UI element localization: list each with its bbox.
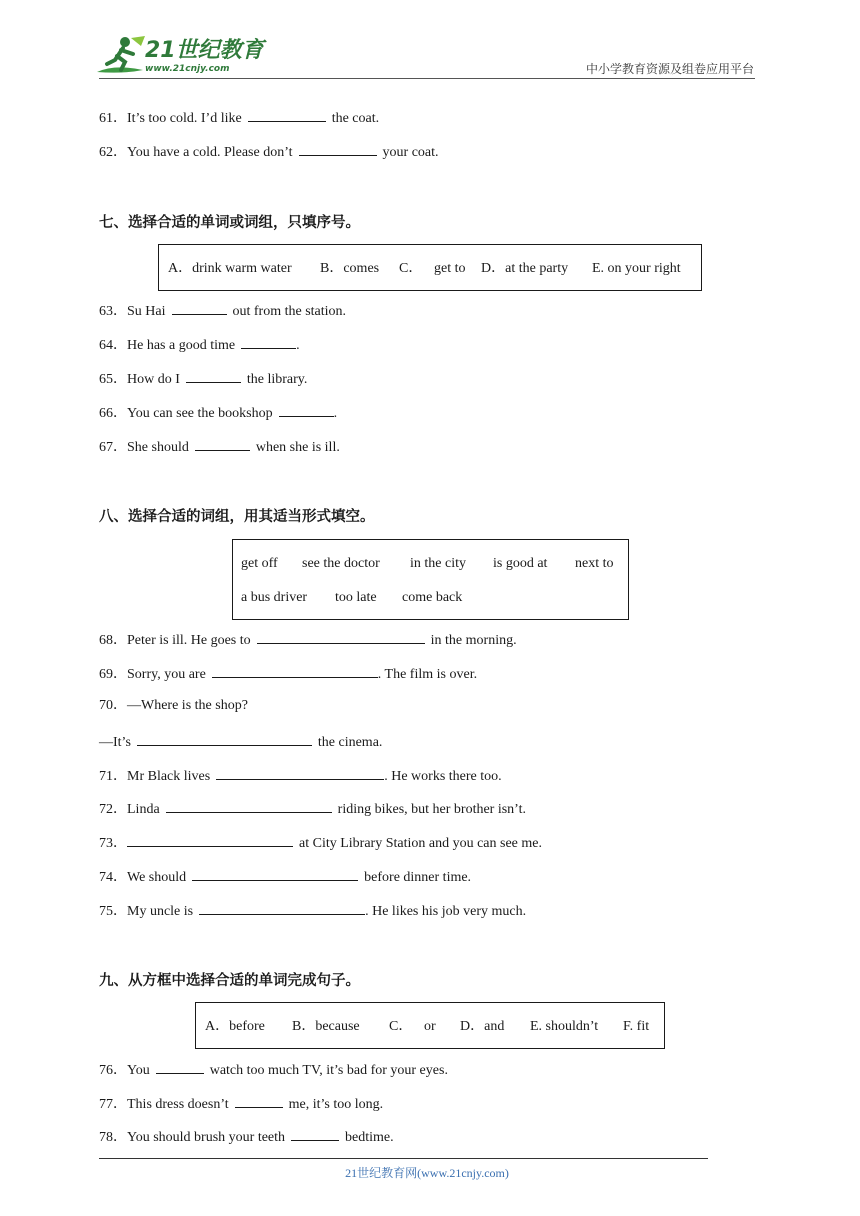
phrase-see-the-doctor: see the doctor — [302, 556, 380, 571]
option-c-letter: C． — [389, 1019, 413, 1034]
section-9-word-box — [195, 1002, 665, 1049]
option-a: A．drink warm water — [168, 261, 292, 276]
answer-blank[interactable] — [235, 1093, 283, 1108]
answer-blank[interactable] — [192, 866, 358, 881]
section-8-heading: 八、选择合适的词组，用其适当形式填空。 — [99, 509, 375, 525]
option-e: E. shouldn’t — [530, 1019, 599, 1034]
question-70: 70．—Where is the shop? — [99, 698, 248, 713]
option-b: B．because — [292, 1019, 360, 1034]
section-8-word-box — [232, 539, 629, 620]
question-67: 67．She should when she is ill. — [99, 436, 340, 457]
answer-blank[interactable] — [199, 900, 365, 915]
answer-blank[interactable] — [279, 402, 334, 417]
question-63: 63．Su Hai out from the station. — [99, 300, 346, 321]
option-d: D．at the party — [481, 261, 569, 276]
answer-blank[interactable] — [212, 663, 378, 678]
phrase-a-bus-driver: a bus driver — [241, 590, 308, 605]
answer-blank[interactable] — [291, 1126, 339, 1141]
site-logo — [95, 34, 265, 78]
question-65: 65．How do I the library. — [99, 368, 307, 389]
phrase-too-late: too late — [335, 590, 377, 605]
option-d: D．and — [460, 1019, 505, 1034]
runner-icon — [95, 34, 147, 78]
phrase-is-good-at: is good at — [493, 556, 548, 571]
phrase-come-back: come back — [402, 590, 463, 605]
answer-blank[interactable] — [127, 832, 293, 847]
question-73: 73． at City Library Station and you can see me. — [99, 832, 542, 853]
answer-blank[interactable] — [241, 334, 296, 349]
question-61: 61．It’s too cold. I’d like the coat. — [99, 107, 379, 128]
question-66: 66．You can see the bookshop . — [99, 402, 337, 423]
option-f: F. fit — [623, 1019, 650, 1034]
question-64: 64．He has a good time . — [99, 334, 300, 355]
question-68: 68．Peter is ill. He goes to in the morning. — [99, 629, 517, 650]
phrase-in-the-city: in the city — [410, 556, 466, 571]
question-78: 78．You should brush your teeth bedtime. — [99, 1126, 394, 1147]
answer-blank[interactable] — [216, 765, 384, 780]
answer-blank[interactable] — [137, 731, 312, 746]
option-a: A．before — [205, 1019, 265, 1034]
answer-blank[interactable] — [248, 107, 326, 122]
footer-text: 21世纪教育网(www.21cnjy.com) — [345, 1166, 509, 1180]
site-tagline: 中小学教育资源及组卷应用平台 — [585, 62, 754, 76]
header-divider — [99, 78, 755, 79]
option-e: E. on your right — [592, 261, 681, 276]
logo-text: 21世纪教育 — [145, 38, 264, 63]
section-9-heading: 九、从方框中选择合适的单词完成句子。 — [99, 973, 360, 989]
answer-blank[interactable] — [257, 629, 425, 644]
section-7-word-box — [158, 244, 702, 291]
answer-blank[interactable] — [195, 436, 250, 451]
question-71: 71．Mr Black lives . He works there too. — [99, 765, 502, 786]
question-75: 75．My uncle is . He likes his job very much. — [99, 900, 526, 921]
footer-divider — [99, 1158, 708, 1159]
option-c-letter: C． — [399, 261, 423, 276]
answer-blank[interactable] — [186, 368, 241, 383]
option-c: get to — [434, 261, 466, 276]
answer-blank[interactable] — [166, 798, 332, 813]
phrase-next-to: next to — [575, 556, 614, 571]
phrase-get-off: get off — [241, 556, 278, 571]
question-77: 77．This dress doesn’t me, it’s too long. — [99, 1093, 383, 1114]
question-72: 72．Linda riding bikes, but her brother isn’t. — [99, 798, 526, 819]
answer-blank[interactable] — [299, 141, 377, 156]
option-c: or — [424, 1019, 436, 1034]
logo-url: www.21cnjy.com — [145, 64, 230, 74]
question-69: 69．Sorry, you are . The film is over. — [99, 663, 477, 684]
option-b: B．comes — [320, 261, 380, 276]
question-74: 74．We should before dinner time. — [99, 866, 471, 887]
question-62: 62．You have a cold. Please don’t your coat. — [99, 141, 439, 162]
answer-blank[interactable] — [172, 300, 227, 315]
section-7-heading: 七、选择合适的单词或词组，只填序号。 — [99, 215, 360, 231]
question-70-answer: —It’s the cinema. — [99, 731, 382, 752]
answer-blank[interactable] — [156, 1059, 204, 1074]
question-76: 76．You watch too much TV, it’s bad for your eyes. — [99, 1059, 448, 1080]
